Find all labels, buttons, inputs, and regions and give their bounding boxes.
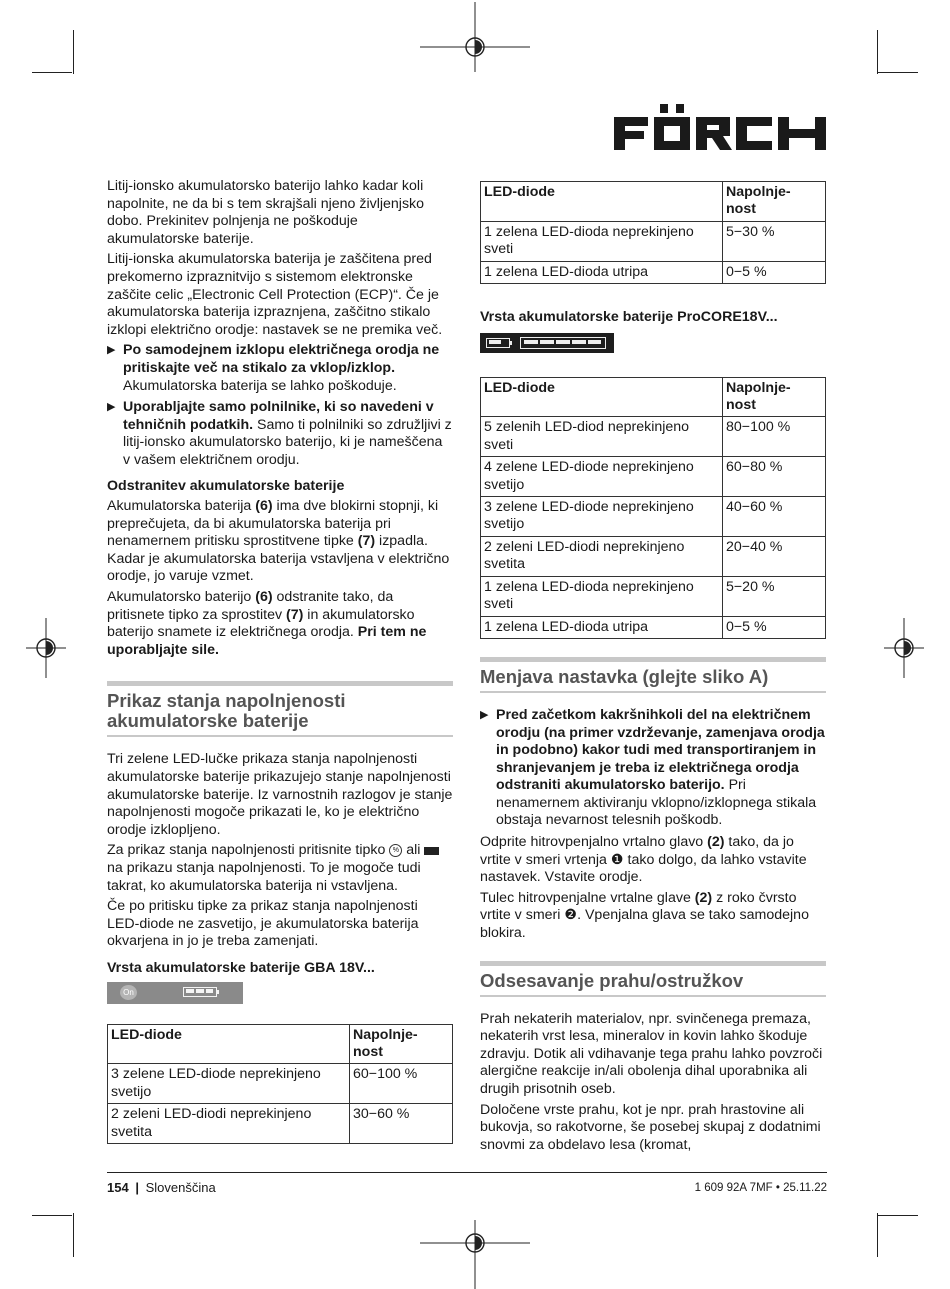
table-row: 2 zeleni LED-diodi neprekinjeno svetita 30−60 %: [108, 1104, 453, 1144]
circled-two-icon: ❷: [564, 907, 578, 924]
table-row: 1 zelena LED-dioda neprekinjeno sveti 5−30 %: [481, 221, 826, 261]
warning-text: Samo ti polnilniki so združljivi z litij-ionsko akumulatorsko baterijo, ki je nameščena v vašem električnem orodju.: [123, 416, 452, 468]
registration-mark-bottom-icon: [418, 1200, 532, 1289]
table-header: Napolnje- nost: [723, 182, 826, 222]
warning-item: [480, 707, 826, 830]
on-button-icon: On: [120, 985, 137, 1000]
table-row: 1 zelena LED-dioda utripa 0−5 %: [481, 616, 826, 638]
circled-one-icon: ❶: [610, 851, 624, 868]
warning-item: [107, 342, 453, 395]
paragraph-dust-carcinogen: Določene vrste prahu, kot je npr. prah hrastovine ali bukovja, so rakotvorne, še posebej skupaj z dodatnimi snovmi za obdelavo lesa (kromat,: [480, 1101, 821, 1153]
paragraph-remove: Akumulatorsko baterijo (6) odstranite tako, da pritisnete tipko za sprostitev (7) in akumulatorsko baterijo snamete iz električnega orodja. Pri tem ne uporabljajte sile.: [107, 589, 427, 658]
gba-charge-display: [107, 982, 243, 1004]
registration-mark-right-icon: [884, 618, 924, 678]
paragraph-dust-health: Prah nekaterih materialov, npr. svinčenega premaza, nekaterih vrst lesa, mineralov in kovin lahko škoduje zdravju. Dotik ali vdihavanje tega prahu lahko povzroči alergične reakcije in/ali obolenja dihal uporabnika ali drugih prisotnih oseb.: [480, 1010, 823, 1097]
table-header: LED-diode: [108, 1024, 350, 1064]
table-row: 4 zelene LED-diode neprekinjeno svetijo 60−80 %: [481, 457, 826, 497]
paragraph-close-chuck: Tulec hitrovpenjalne vrtalne glave (2) z roko čvrsto vrtite v smeri ❷. Vpenjalna glava se tako samodejno blokira.: [480, 889, 809, 942]
battery-leds-icon: [520, 337, 606, 349]
table-row: 1 zelena LED-dioda utripa 0−5 %: [481, 261, 826, 283]
warning-bold: Pred začetkom kakršnihkoli del na električnem orodju (na primer vzdrževanje, zamenjava orodja in podobno) kakor tudi med transportiranjem in shranjevanjem je treba iz električnega orodja odstraniti akumulatorsko baterijo.: [496, 706, 825, 794]
table-header: Napolnje- nost: [350, 1024, 453, 1064]
procore-charge-display: [480, 333, 614, 353]
table-row: 3 zelene LED-diode neprekinjeno svetijo 40−60 %: [481, 497, 826, 537]
triangle-right-icon: ▶: [480, 708, 489, 721]
table-header: LED-diode: [481, 377, 723, 417]
paragraph-ecp: Litij-ionska akumulatorska baterija je zaščitena pred prekomerno izpraznitvijo s sistemom elektronske zaščite celic „Electronic Cell Protection (ECP)“. Če je akumulatorska baterija izpraznjena, zaščitno stikalo izklopi električno orodje: nastavek se ne premika več.: [107, 251, 443, 338]
forch-logo-icon: [612, 100, 828, 156]
paragraph-charging: Litij-ionsko akumulatorsko baterijo lahko kadar koli napolnite, ne da bi s tem skrajšali njeno življenjsko dobo. Prekinitev polnjenja ne poškoduje akumulatorske baterije.: [107, 178, 425, 247]
battery-leds-icon: [183, 987, 217, 997]
warning-bold: Po samodejnem izklopu električnega orodja ne pritiskajte več na stikalo za vklop/izklop.: [123, 342, 440, 376]
brand-logo: [612, 100, 828, 156]
section-title: Prikaz stanja napolnjenosti akumulatorske baterije: [107, 690, 346, 732]
section-title: Menjava nastavka (glejte sliko A): [480, 665, 769, 687]
footer-language: Slovenščina: [145, 1180, 216, 1195]
section-heading-dust: [480, 961, 826, 997]
right-column: [480, 181, 826, 1157]
table-row: 2 zeleni LED-diodi neprekinjeno svetita 20−40 %: [481, 536, 826, 576]
triangle-right-icon: ▶: [107, 401, 116, 414]
paragraph-open-chuck: Odprite hitrovpenjalno vrtalno glavo (2) tako, da jo vrtite v smeri vrtenja ❶ tako dolgo, da lahko vstavite nastavek. Vstavite orodje.: [480, 834, 807, 886]
paragraph-defective: Če po pritisku tipke za prikaz stanja napolnjenosti LED-diode ne zasvetijo, je akumulatorska baterija okvarjena in jo je treba zamenjati.: [107, 898, 419, 950]
table-header: LED-diode: [481, 182, 723, 222]
triangle-right-icon: ▶: [107, 344, 116, 357]
top-led-table: [480, 181, 826, 284]
subheading-gba: Vrsta akumulatorske baterije GBA 18V...: [107, 959, 375, 976]
battery-button-icon: [486, 338, 510, 348]
section-title: Odsesavanje prahu/ostružkov: [480, 969, 744, 991]
table-row: 3 zelene LED-diode neprekinjeno svetijo 60−100 %: [108, 1064, 453, 1104]
warning-text: Akumulatorska baterija se lahko poškoduje.: [123, 377, 397, 394]
section-heading-bit-change: [480, 657, 826, 693]
warning-text: Pri nenamernem aktiviranju vklopno/izklopnega stikala obstaja nevarnost telesnih poškodb.: [496, 777, 817, 829]
table-row: 5 zelenih LED-diod neprekinjeno sveti 80−100 %: [481, 417, 826, 457]
warning-item: [107, 399, 453, 469]
section-heading-charge-display: [107, 681, 453, 737]
footer-left: 154 | Slovenščina: [107, 1180, 216, 1195]
procore-led-table: [480, 377, 826, 639]
table-row: 1 zelena LED-dioda neprekinjeno sveti 5−20 %: [481, 576, 826, 616]
footer-rule: [107, 1172, 827, 1173]
battery-gauge-button-icon: %: [389, 844, 402, 857]
registration-mark-left-icon: [26, 618, 66, 678]
table-header: Napolnje- nost: [723, 377, 826, 417]
page-number: 154: [107, 1180, 129, 1195]
paragraph-leds: Tri zelene LED-lučke prikaza stanja napolnjenosti akumulatorske baterije prikazujejo stanje napolnjenosti akumulatorske baterije. Iz varnostnih razlogov je stanje napolnjenosti mogoče prikazati le, ko je električno orodje izklopljeno.: [107, 751, 453, 838]
warning-bold: Uporabljajte samo polnilnike, ki so navedeni v tehničnih podatkih.: [123, 399, 434, 433]
battery-indicator-button-icon: [424, 847, 439, 855]
paragraph-locking: Akumulatorska baterija (6) ima dve blokirni stopnji, ki preprečujeta, da bi akumulatorska baterija pri nenamernem pritisku sprostitvene tipke (7) izpadla. Kadar je akumulatorska baterija vstavljena v električno orodje, jo varuje vzmet.: [107, 498, 450, 585]
subheading-remove-battery: Odstranitev akumulatorske baterije: [107, 477, 345, 494]
left-column: [107, 178, 453, 1144]
paragraph-press-button: Za prikaz stanja napolnjenosti pritisnite tipko % ali na prikazu stanja napolnjenosti. To je mogoče tudi takrat, ko akumulatorska baterija ni vstavljena.: [107, 842, 453, 895]
gba-led-table: [107, 1024, 453, 1144]
footer-doc-code: 1 609 92A 7MF • 25.11.22: [694, 1182, 827, 1194]
subheading-procore: Vrsta akumulatorske baterije ProCORE18V...: [480, 309, 778, 326]
registration-mark-top-icon: [418, 2, 532, 92]
